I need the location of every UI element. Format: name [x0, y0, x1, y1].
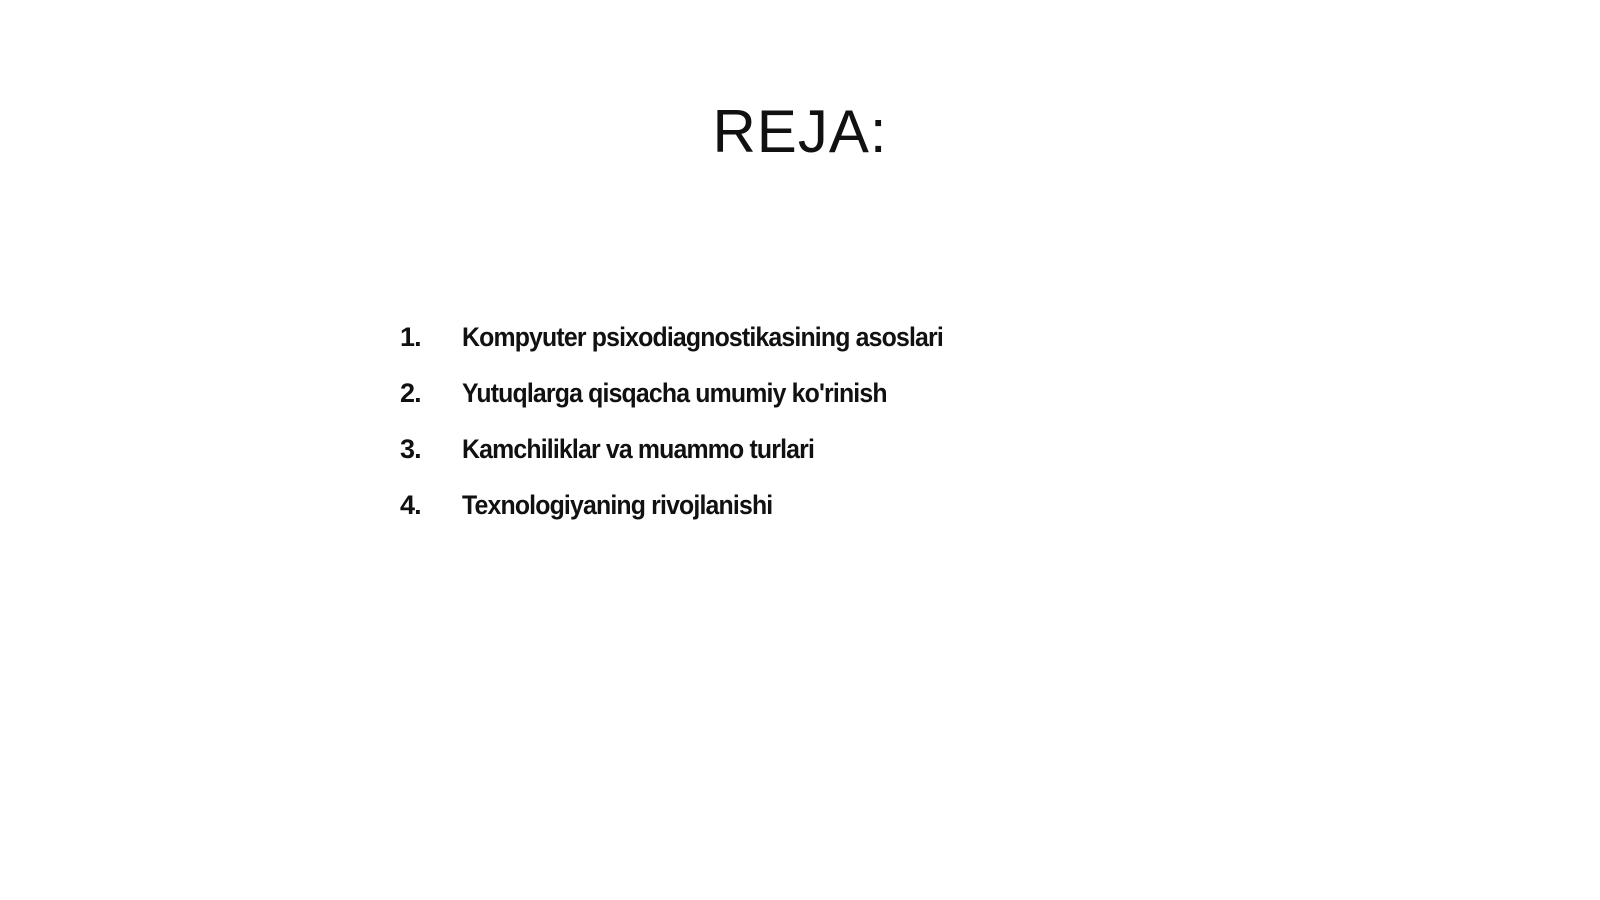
plan-item-number: 1. [400, 322, 421, 352]
plan-item-text: Kamchiliklar va muammo turlari [462, 434, 815, 464]
plan-item-text: Yutuqlarga qisqacha umumiy ko'rinish [462, 378, 887, 408]
slide-title: REJA: [712, 98, 888, 165]
plan-list [400, 322, 985, 546]
plan-item-3 [400, 434, 985, 490]
plan-item-number: 3. [400, 434, 421, 464]
plan-item-text: Texnologiyaning rivojlanishi [462, 490, 773, 520]
plan-item-4 [400, 490, 985, 546]
plan-item-text: Kompyuter psixodiagnostikasining asoslari [462, 322, 943, 352]
plan-item-1 [400, 322, 985, 378]
plan-item-number: 2. [400, 378, 421, 408]
plan-item-2 [400, 378, 985, 434]
plan-item-number: 4. [400, 490, 421, 520]
